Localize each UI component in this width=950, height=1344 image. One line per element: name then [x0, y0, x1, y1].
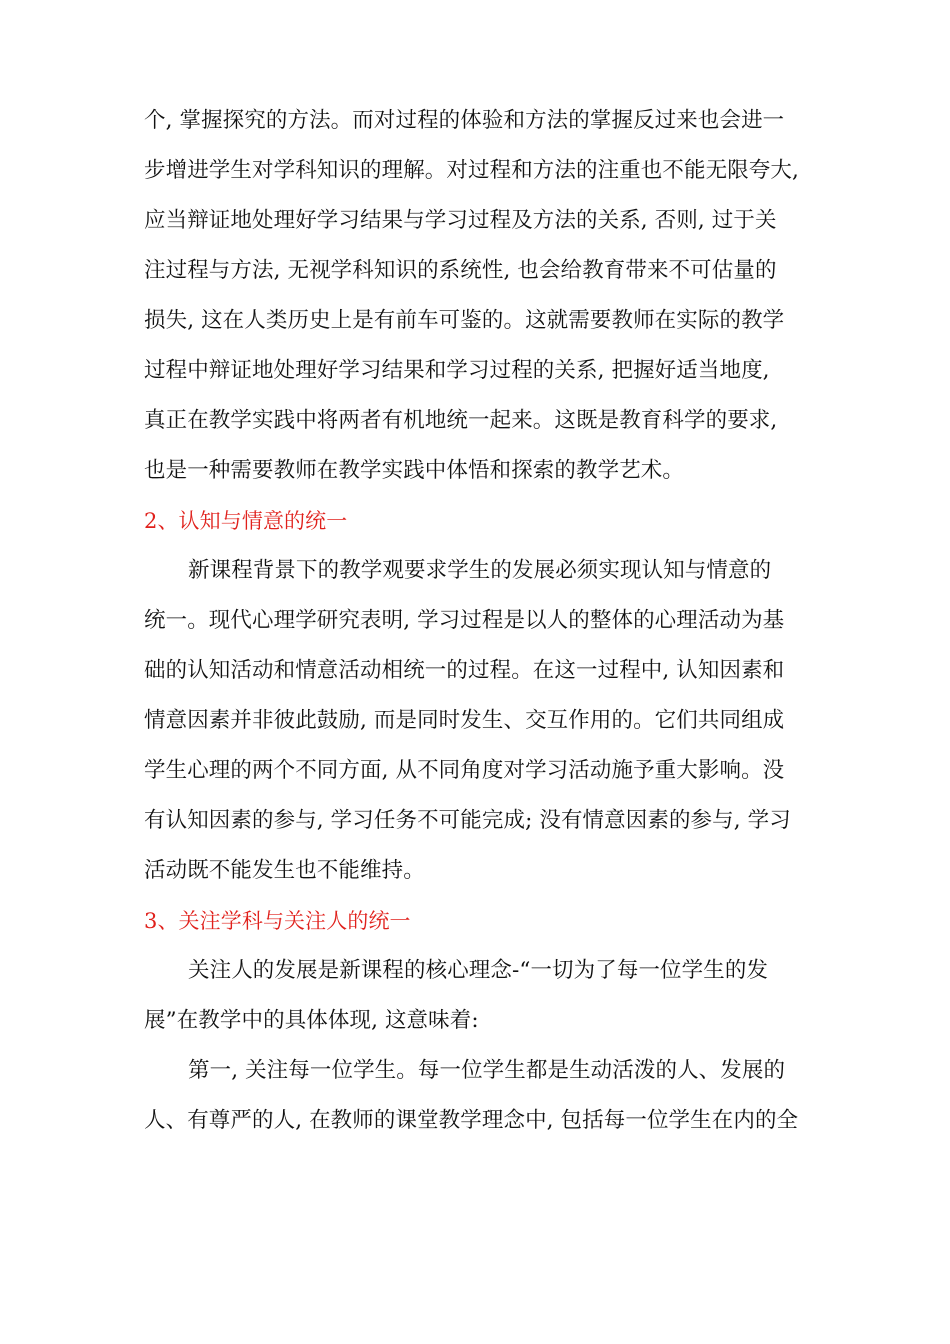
paragraph-1-line-6: 过程中辩证地处理好学习结果和学习过程的关系, 把握好适当地度,: [144, 358, 770, 383]
document-page: [144, 96, 814, 1146]
paragraph-1-line-3: 应当辩证地处理好学习结果与学习过程及方法的关系, 否则, 过于关: [144, 208, 777, 233]
paragraph-1-line-1: 个, 掌握探究的方法。而对过程的体验和方法的掌握反过来也会进一: [144, 108, 785, 133]
paragraph-2-line-2: 统一。现代心理学研究表明, 学习过程是以人的整体的心理活动为基: [144, 608, 785, 633]
paragraph-3-line-2: 展”在教学中的具体体现, 这意味着:: [144, 1008, 479, 1033]
paragraph-2-line-3: 础的认知活动和情意活动相统一的过程。在这一过程中, 认知因素和: [144, 658, 785, 683]
paragraph-3-line-1: 关注人的发展是新课程的核心理念-“一切为了每一位学生的发: [188, 958, 769, 983]
paragraph-2-line-4: 情意因素并非彼此鼓励, 而是同时发生、交互作用的。它们共同组成: [144, 708, 785, 733]
paragraph-2-line-7: 活动既不能发生也不能维持。: [144, 858, 425, 883]
paragraph-4-line-1: 第一, 关注每一位学生。每一位学生都是生动活泼的人、发展的: [188, 1058, 786, 1083]
paragraph-1-line-8: 也是一种需要教师在教学实践中体悟和探索的教学艺术。: [144, 458, 685, 483]
paragraph-4-line-2: 人、有尊严的人, 在教师的课堂教学理念中, 包括每一位学生在内的全: [144, 1108, 799, 1133]
paragraph-1-line-7: 真正在教学实践中将两者有机地统一起来。这既是教育科学的要求,: [144, 408, 778, 433]
paragraph-2-line-6: 有认知因素的参与, 学习任务不可能完成; 没有情意因素的参与, 学习: [144, 808, 791, 833]
section-heading-2: 2、认知与情意的统一: [144, 509, 348, 533]
paragraph-1-line-4: 注过程与方法, 无视学科知识的系统性, 也会给教育带来不可估量的: [144, 258, 777, 283]
paragraph-1-line-2: 步增进学生对学科知识的理解。对过程和方法的注重也不能无限夸大,: [144, 158, 799, 183]
paragraph-2-line-1: 新课程背景下的教学观要求学生的发展必须实现认知与情意的: [188, 558, 772, 583]
section-heading-3: 3、关注学科与关注人的统一: [144, 909, 411, 933]
paragraph-2-line-5: 学生心理的两个不同方面, 从不同角度对学习活动施予重大影响。没: [144, 758, 785, 783]
paragraph-1-line-5: 损失, 这在人类历史上是有前车可鉴的。这就需要教师在实际的教学: [144, 308, 785, 333]
